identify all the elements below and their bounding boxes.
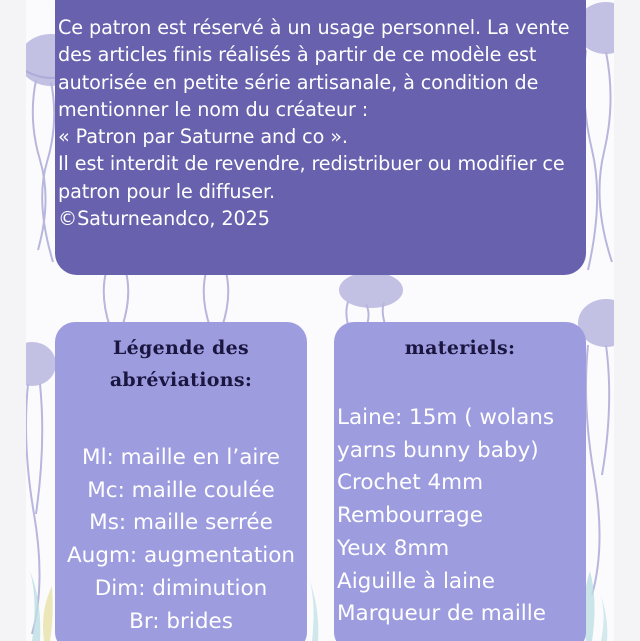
legend-item: Ml: maille en l’aire <box>82 445 280 470</box>
legend-heading <box>55 332 307 396</box>
legend-item: Augm: augmentation <box>66 543 296 569</box>
materials-heading: materiels: <box>404 337 516 359</box>
materials-card <box>334 322 586 641</box>
document-page[interactable] <box>26 0 614 641</box>
legend-list <box>55 442 307 638</box>
materials-item: yarns bunny baby) <box>337 437 539 463</box>
notice-line: Ce patron est réservé à un usage personnel. La vente <box>58 16 570 39</box>
copyright-notice-card <box>55 0 586 275</box>
materials-list <box>334 402 586 631</box>
legend-item: Mc: maille coulée <box>87 477 275 503</box>
notice-text <box>58 14 576 232</box>
jellyfish-illustration-tentacles <box>96 272 296 327</box>
materials-item: Yeux 8mm <box>337 535 450 561</box>
notice-line: « Patron par Saturne and co ». <box>58 125 348 149</box>
legend-item: Dim: diminution <box>94 575 268 601</box>
notice-line: mentionner le nom du créateur : <box>58 97 369 121</box>
materials-item: Laine: 15m ( wolans <box>337 405 555 430</box>
legend-heading-line: Légende des <box>113 337 249 359</box>
notice-line: patron pour le diffuser. <box>58 179 276 203</box>
left-gutter <box>0 0 26 641</box>
legend-item: Ms: maille serrée <box>89 510 273 536</box>
abbreviations-legend-card <box>55 322 307 641</box>
right-gutter <box>614 0 640 641</box>
legend-item: Br: brides <box>129 608 233 634</box>
materials-item: Aiguille à laine <box>337 568 495 594</box>
materials-item: Marqueur de maille <box>337 601 546 627</box>
materials-item: Crochet 4mm <box>337 470 484 496</box>
notice-line: Il est interdit de revendre, redistribuer ou modifier ce <box>58 152 565 176</box>
notice-line: des articles finis réalisés à partir de ce modèle est <box>58 43 537 67</box>
legend-heading-line: abréviations: <box>109 369 253 391</box>
notice-line: autorisée en petite série artisanale, à condition de <box>58 70 539 94</box>
materials-item: Rembourrage <box>337 503 483 529</box>
notice-line: ©Saturneandco, 2025 <box>58 207 270 231</box>
